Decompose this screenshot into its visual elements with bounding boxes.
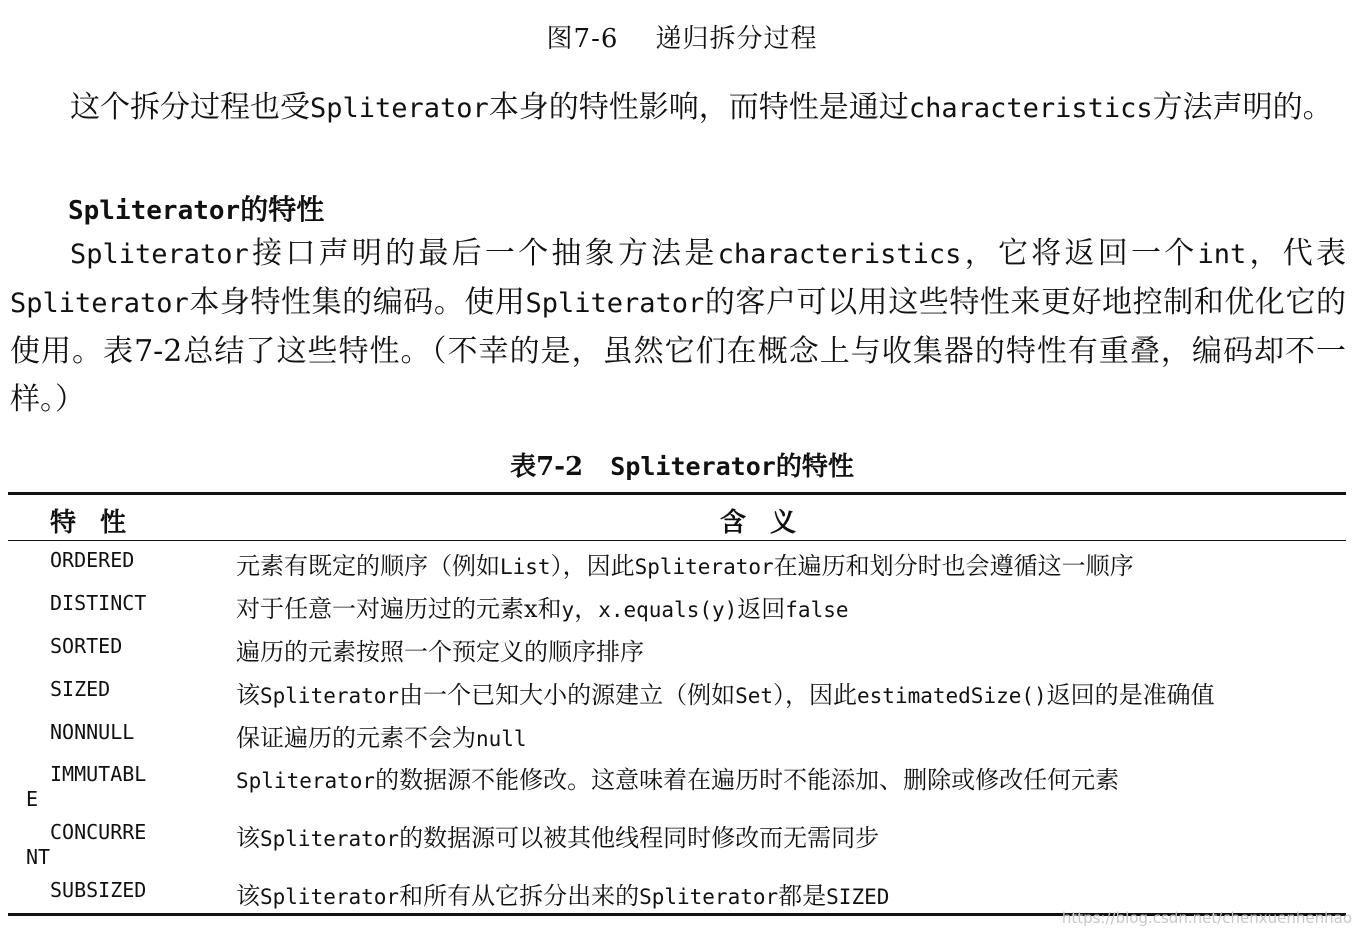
code-term: Spliterator	[260, 885, 400, 909]
characteristic-meaning	[236, 632, 644, 667]
table-caption	[0, 446, 1364, 483]
code-term: Spliterator	[70, 239, 249, 270]
code-term: Spliterator	[310, 93, 489, 124]
text-segment: 和所有从它拆分出来的	[399, 882, 640, 910]
characteristic-meaning	[236, 546, 1134, 581]
characteristic-meaning	[236, 760, 1119, 795]
text-segment: 本身的特性影响，而特性是通过	[488, 90, 909, 125]
characteristic-name: SORTED	[50, 634, 123, 658]
section-heading	[68, 188, 324, 228]
characteristic-meaning	[236, 876, 889, 911]
table-caption-prefix: 表7-2	[510, 452, 611, 482]
text-segment: ，它将返回一个	[961, 236, 1198, 271]
code-term: characteristics	[717, 239, 962, 270]
text-segment: 保证遍历的元素不会为	[236, 724, 476, 752]
text-segment: 这个拆分过程也受	[70, 90, 310, 125]
code-term: Spliterator	[634, 555, 774, 579]
text-segment: 元素有既定的顺序（例如	[236, 552, 500, 580]
code-term: Spliterator	[260, 684, 400, 708]
code-term: x.equals(y)	[598, 598, 738, 622]
text-segment: 由一个已知大小的源建立（例如	[399, 681, 736, 709]
text-segment: ，	[574, 595, 599, 623]
code-term: characteristics	[908, 93, 1153, 124]
text-segment: 的数据源可以被其他线程同时修改而无需同步	[399, 824, 880, 852]
table-caption-suffix: 的特性	[775, 452, 854, 482]
text-segment: 该	[236, 681, 260, 709]
paragraph-body	[10, 230, 1346, 424]
characteristic-name: SIZED	[50, 677, 111, 701]
table-caption-code: Spliterator	[610, 452, 776, 481]
text-segment: 遍历的元素按照一个预定义的顺序排序	[236, 638, 644, 666]
text-segment: 的数据源不能修改。这意味着在遍历时不能添加、删除或修改任何元素	[375, 766, 1120, 794]
text-segment: 接口声明的最后一个抽象方法是	[248, 236, 718, 271]
code-term: Spliterator	[236, 769, 376, 793]
characteristic-name: SUBSIZED	[50, 878, 147, 902]
text-segment: 的客户可以用这些特性来更好地控制和优化它的使用。表7-2总结了这些特性。（不幸的是，虽然它们在概念上与收集器的特性有重叠，编码却不一样。）	[10, 285, 1347, 417]
table-header-rule	[8, 540, 1346, 541]
characteristic-meaning	[236, 818, 879, 853]
text-segment: ，代表	[1246, 236, 1347, 271]
table-top-rule	[8, 492, 1346, 495]
watermark: https://blog.csdn.net/chenxuenhenhao	[1061, 909, 1352, 927]
column-header-property: 特性	[50, 508, 151, 538]
characteristic-name: DISTINCT	[50, 591, 147, 615]
code-term: y	[561, 598, 575, 622]
code-term: SIZED	[826, 885, 890, 909]
code-term: false	[785, 598, 849, 622]
code-term: Set	[735, 684, 774, 708]
text-segment: 方法声明的。	[1152, 90, 1333, 125]
characteristic-meaning	[236, 675, 1215, 710]
text-segment: 返回	[737, 595, 786, 623]
code-term: null	[476, 727, 527, 751]
heading-code: Spliterator	[68, 196, 241, 226]
paragraph-intro	[10, 84, 1346, 133]
characteristic-name: ORDERED	[50, 548, 135, 572]
characteristic-name-wrap: NT	[26, 845, 51, 869]
characteristic-name-wrap: E	[26, 787, 39, 811]
characteristic-name: CONCURRE	[50, 820, 147, 844]
characteristic-name: NONNULL	[50, 720, 135, 744]
code-term: Spliterator	[525, 288, 705, 319]
code-term: Spliterator	[10, 288, 189, 319]
characteristic-meaning	[236, 718, 527, 753]
code-term: List	[500, 555, 551, 579]
text-segment: 在遍历和划分时也会遵循这一顺序	[773, 552, 1134, 580]
characteristic-meaning	[236, 589, 849, 624]
code-term: Spliterator	[639, 885, 779, 909]
text-segment: 该	[236, 882, 260, 910]
heading-text: 的特性	[240, 193, 325, 226]
text-segment: 返回的是准确值	[1046, 681, 1215, 709]
characteristic-name: IMMUTABL	[50, 762, 147, 786]
code-term: int	[1197, 239, 1247, 270]
code-term: Spliterator	[260, 827, 400, 851]
text-segment: 都是	[778, 882, 827, 910]
text-segment: 该	[236, 824, 260, 852]
text-segment: ），因此	[550, 552, 635, 580]
figure-caption: 图7-6 递归拆分过程	[546, 24, 818, 54]
code-term: estimatedSize()	[857, 684, 1047, 708]
text-segment: 本身特性集的编码。使用	[188, 285, 526, 320]
column-header-meaning: 含义	[720, 508, 821, 538]
text-segment: 对于任意一对遍历过的元素x和	[236, 595, 562, 623]
text-segment: ），因此	[773, 681, 858, 709]
